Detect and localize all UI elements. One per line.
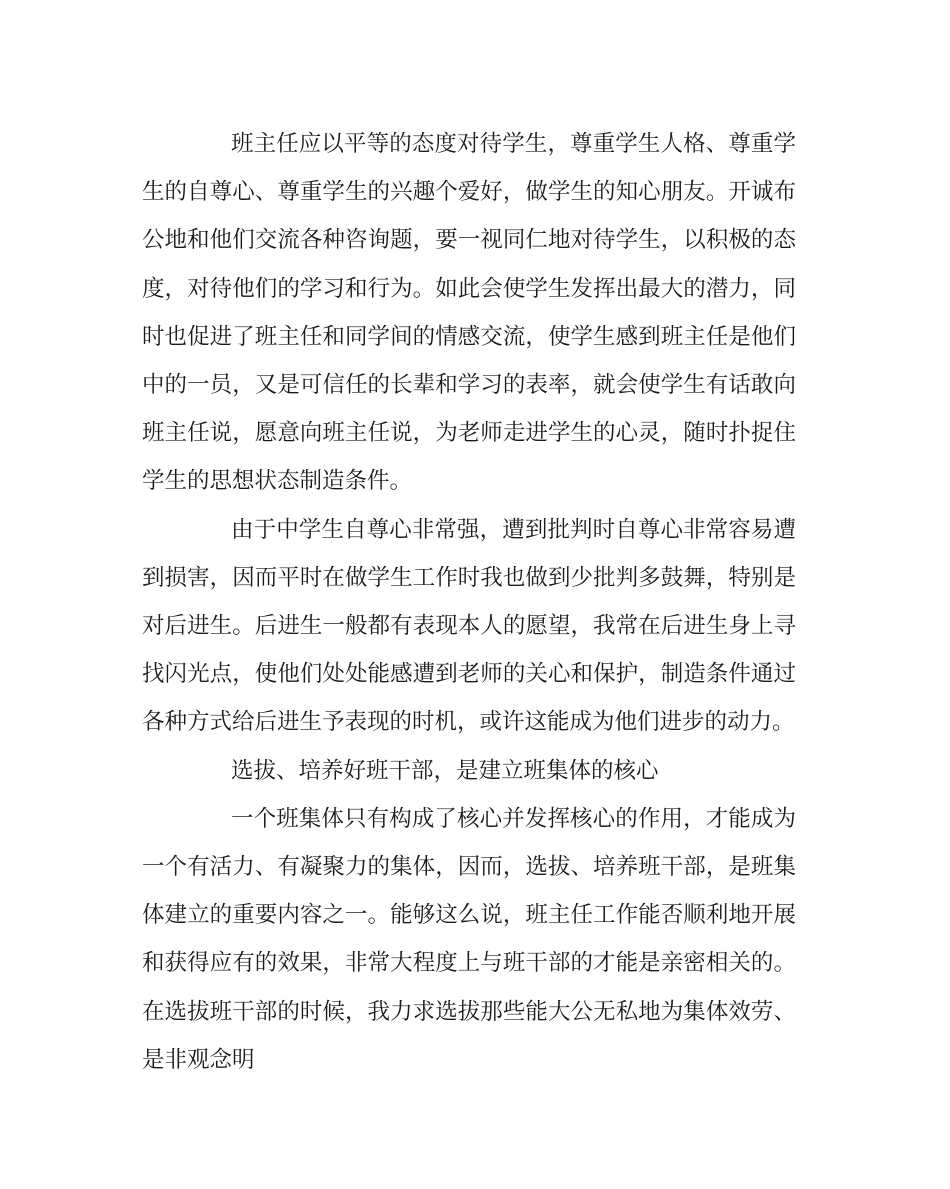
paragraph-class-cadres: 一个班集体只有构成了核心并发挥核心的作用，才能成为一个有活力、有凝聚力的集体，因而，选拔、培养班干部，是班集体建立的重要内容之一。能够这么说，班主任工作能否顺利地开展和获得应有的效果，非常大程度上与班干部的才能是亲密相关的。在选拔班干部的时候，我力求选拔那些能大公无私地为集体效劳、是非观念明 [142,805,796,1073]
section-heading-class-cadres: 选拔、培养好班干部，是建立班集体的核心 [231,757,659,784]
paragraph-encouragement: 由于中学生自尊心非常强，遭到批判时自尊心非常容易遭到损害，因而平时在做学生工作时我也做到少批判多鼓舞，特别是对后进生。后进生一般都有表现本人的愿望，我常在后进生身上寻找闪光点，使他们处处能感遭到老师的关心和保护，制造条件通过各种方式给后进生予表现的时机，或许这能成为他们进步的动力。 [142,516,796,736]
paragraph-equal-treatment: 班主任应以平等的态度对待学生，尊重学生人格、尊重学生的自尊心、尊重学生的兴趣个爱好，做学生的知心朋友。开诚布公地和他们交流各种咨询题，要一视同仁地对待学生，以积极的态度，对待他们的学习和行为。如此会使学生发挥出最大的潜力，同时也促进了班主任和同学间的情感交流，使学生感到班主任是他们中的一员，又是可信任的长辈和学习的表率，就会使学生有话敢向班主任说，愿意向班主任说，为老师走进学生的心灵，随时扑捉住学生的思想状态制造条件。 [142,131,796,495]
document-page [142,120,796,1084]
